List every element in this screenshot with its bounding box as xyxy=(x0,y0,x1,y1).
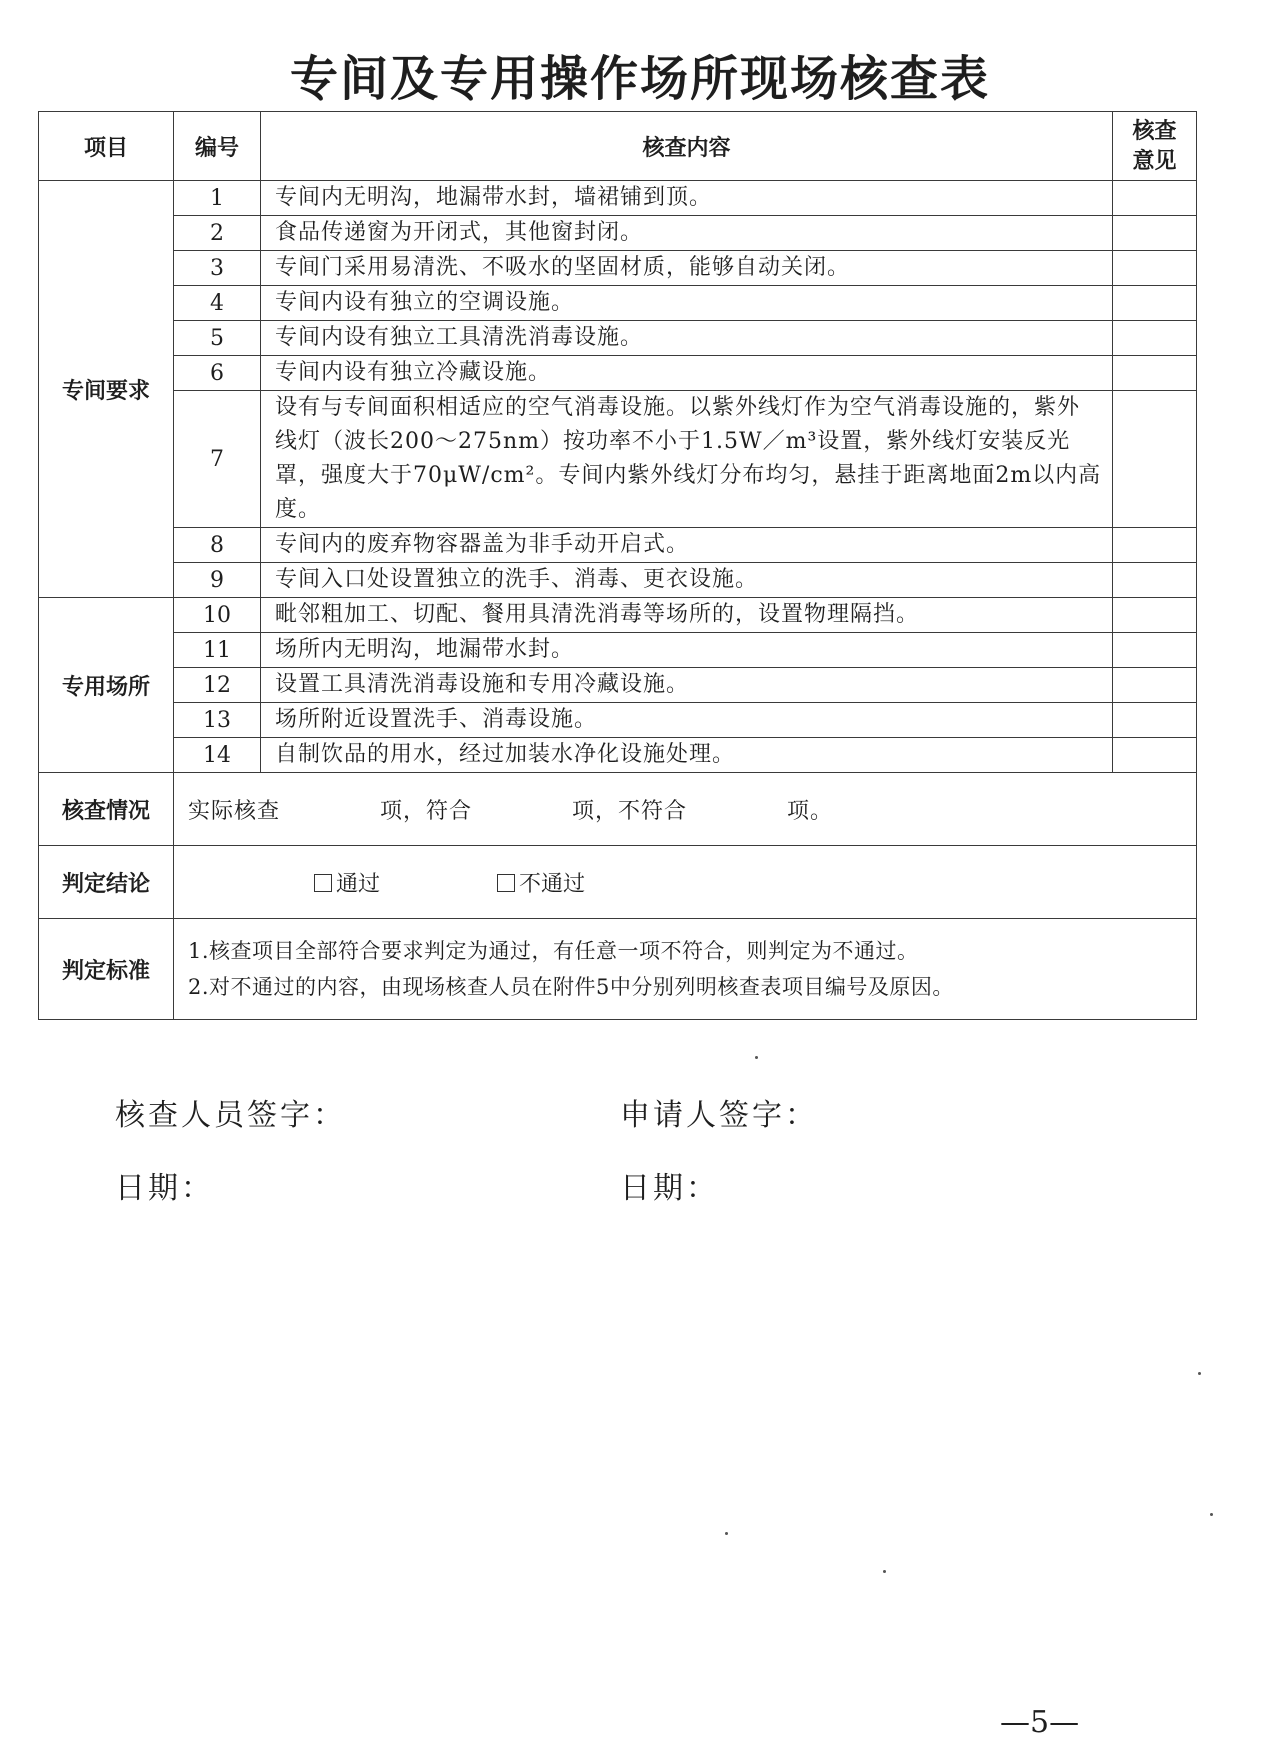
row-number: 14 xyxy=(174,738,261,773)
table-row xyxy=(39,251,1197,286)
standard-content xyxy=(174,919,1197,1020)
table-row xyxy=(39,321,1197,356)
date-right-label: 日期： xyxy=(620,1171,719,1206)
table-row xyxy=(39,391,1197,528)
opinion-cell[interactable] xyxy=(1113,251,1197,286)
status-part1: 实际核查 xyxy=(188,798,281,824)
row-content: 专间入口处设置独立的洗手、消毒、更衣设施。 xyxy=(261,563,1113,598)
row-content: 专间门采用易清洗、不吸水的坚固材质，能够自动关闭。 xyxy=(261,251,1113,286)
header-number: 编号 xyxy=(174,112,261,181)
inspector-signature-label: 核查人员签字： xyxy=(115,1098,346,1133)
table-row xyxy=(39,633,1197,668)
standard-row xyxy=(39,919,1197,1020)
date-left-label: 日期： xyxy=(115,1171,214,1206)
status-part2: 项，符合 xyxy=(380,798,473,824)
row-content: 毗邻粗加工、切配、餐用具清洗消毒等场所的，设置物理隔挡。 xyxy=(261,598,1113,633)
status-part4: 项。 xyxy=(787,798,834,824)
table-row xyxy=(39,216,1197,251)
scan-speck xyxy=(1198,1372,1201,1375)
row-number: 3 xyxy=(174,251,261,286)
page-number: —5— xyxy=(1000,1705,1080,1740)
opinion-cell[interactable] xyxy=(1113,668,1197,703)
verdict-row xyxy=(39,846,1197,919)
standard-label: 判定标准 xyxy=(39,919,174,1020)
table-row xyxy=(39,528,1197,563)
table-row xyxy=(39,598,1197,633)
standard-line-2: 2.对不通过的内容，由现场核查人员在附件5中分别列明核查表项目编号及原因。 xyxy=(188,975,954,999)
opinion-cell[interactable] xyxy=(1113,633,1197,668)
header-opinion-line2: 意见 xyxy=(1132,148,1177,174)
verdict-fail-label: 不通过 xyxy=(519,871,586,897)
row-number: 5 xyxy=(174,321,261,356)
row-content: 专间内设有独立工具清洗消毒设施。 xyxy=(261,321,1113,356)
opinion-cell[interactable] xyxy=(1113,738,1197,773)
category-room-requirements: 专间要求 xyxy=(39,181,174,598)
row-content: 场所附近设置洗手、消毒设施。 xyxy=(261,703,1113,738)
opinion-cell[interactable] xyxy=(1113,216,1197,251)
standard-line-1: 1.核查项目全部符合要求判定为通过，有任意一项不符合，则判定为不通过。 xyxy=(188,939,919,963)
row-number: 6 xyxy=(174,356,261,391)
row-content: 专间内设有独立冷藏设施。 xyxy=(261,356,1113,391)
opinion-cell[interactable] xyxy=(1113,356,1197,391)
scan-speck xyxy=(883,1570,886,1573)
opinion-cell[interactable] xyxy=(1113,528,1197,563)
row-number: 11 xyxy=(174,633,261,668)
row-number: 8 xyxy=(174,528,261,563)
header-item: 项目 xyxy=(39,112,174,181)
row-content: 专间内设有独立的空调设施。 xyxy=(261,286,1113,321)
verdict-fail-option[interactable] xyxy=(497,867,585,898)
applicant-signature-label: 申请人签字： xyxy=(620,1098,818,1133)
row-content: 场所内无明沟，地漏带水封。 xyxy=(261,633,1113,668)
opinion-cell[interactable] xyxy=(1113,321,1197,356)
header-opinion xyxy=(1113,112,1197,181)
verdict-options xyxy=(174,846,1197,919)
header-content: 核查内容 xyxy=(261,112,1113,181)
row-content: 专间内的废弃物容器盖为非手动开启式。 xyxy=(261,528,1113,563)
checkbox-icon[interactable] xyxy=(314,874,332,892)
table-row xyxy=(39,738,1197,773)
inspection-table xyxy=(38,111,1197,1020)
page-title: 专间及专用操作场所现场核查表 xyxy=(289,51,990,107)
opinion-cell[interactable] xyxy=(1113,181,1197,216)
row-number: 1 xyxy=(174,181,261,216)
table-row xyxy=(39,356,1197,391)
scan-speck xyxy=(1210,1513,1213,1516)
checkbox-icon[interactable] xyxy=(497,874,515,892)
opinion-cell[interactable] xyxy=(1113,391,1197,528)
verdict-pass-label: 通过 xyxy=(336,871,381,897)
verdict-pass-option[interactable] xyxy=(314,867,380,898)
status-part3: 项，不符合 xyxy=(572,798,688,824)
row-content: 设置工具清洗消毒设施和专用冷藏设施。 xyxy=(261,668,1113,703)
row-content: 专间内无明沟，地漏带水封，墙裙铺到顶。 xyxy=(261,181,1113,216)
opinion-cell[interactable] xyxy=(1113,563,1197,598)
table-row xyxy=(39,286,1197,321)
status-content xyxy=(174,773,1197,846)
category-dedicated-area: 专用场所 xyxy=(39,598,174,773)
row-number: 4 xyxy=(174,286,261,321)
row-content: 设有与专间面积相适应的空气消毒设施。以紫外线灯作为空气消毒设施的，紫外线灯（波长200～275nm）按功率不小于1.5W／m³设置，紫外线灯安装反光罩，强度大于70μW/cm²。专间内紫外线灯分布均匀，悬挂于距离地面2m以内高度。 xyxy=(261,391,1113,528)
opinion-cell[interactable] xyxy=(1113,598,1197,633)
opinion-cell[interactable] xyxy=(1113,703,1197,738)
row-content: 食品传递窗为开闭式，其他窗封闭。 xyxy=(261,216,1113,251)
row-number: 10 xyxy=(174,598,261,633)
row-number: 9 xyxy=(174,563,261,598)
table-row xyxy=(39,703,1197,738)
table-header-row xyxy=(39,112,1197,181)
header-opinion-line1: 核查 xyxy=(1132,118,1177,144)
verdict-label: 判定结论 xyxy=(39,846,174,919)
table-row xyxy=(39,563,1197,598)
status-label: 核查情况 xyxy=(39,773,174,846)
row-number: 2 xyxy=(174,216,261,251)
table-row xyxy=(39,668,1197,703)
scan-speck xyxy=(755,1056,758,1059)
status-row xyxy=(39,773,1197,846)
scan-speck xyxy=(725,1532,728,1535)
row-number: 13 xyxy=(174,703,261,738)
row-content: 自制饮品的用水，经过加装水净化设施处理。 xyxy=(261,738,1113,773)
opinion-cell[interactable] xyxy=(1113,286,1197,321)
row-number: 12 xyxy=(174,668,261,703)
table-row xyxy=(39,181,1197,216)
row-number: 7 xyxy=(174,391,261,528)
